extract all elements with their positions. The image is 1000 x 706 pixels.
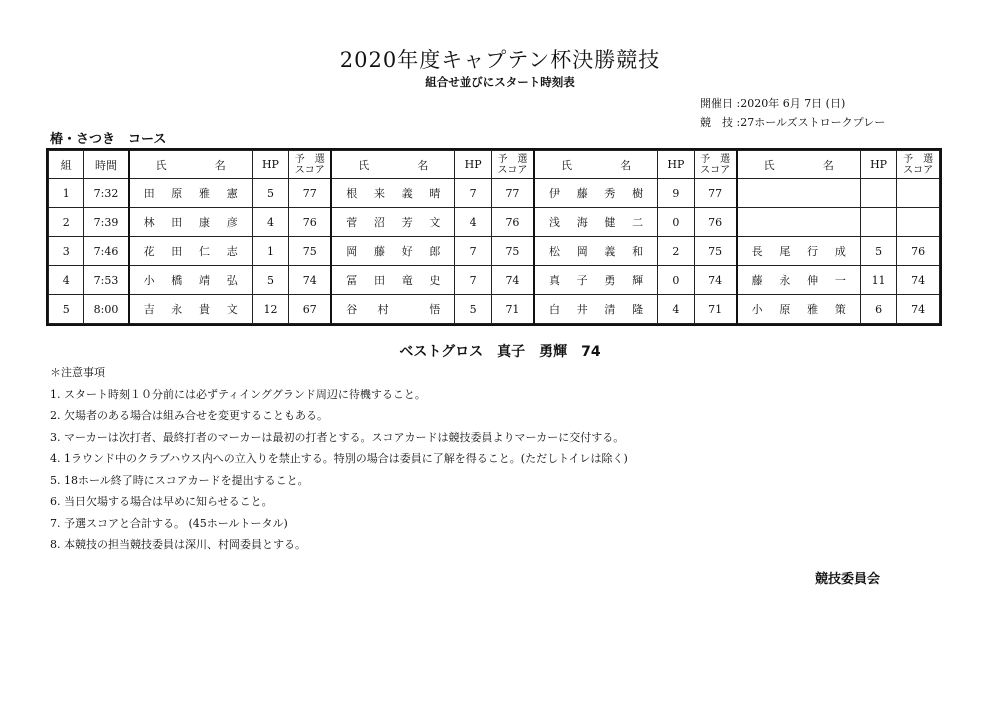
hp-header — [658, 151, 694, 179]
player-hp: 7 — [455, 266, 491, 295]
name-char: 浅 — [548, 216, 560, 229]
name-char: 吉 — [143, 303, 155, 316]
qualifying-score: 77 — [694, 179, 737, 208]
player-hp: 5 — [455, 295, 491, 324]
player-hp: 9 — [658, 179, 694, 208]
player-name — [737, 266, 861, 295]
qualifying-score — [897, 208, 940, 237]
player-name — [737, 179, 861, 208]
player-name — [331, 237, 455, 266]
name-char: 竜 — [401, 274, 413, 287]
score-header-a: 予 選 — [903, 153, 934, 165]
name-char: 永 — [171, 303, 183, 316]
name-char: 輝 — [632, 274, 644, 287]
name-header-b: 名 — [417, 158, 429, 172]
name-header — [129, 151, 253, 179]
name-header-a: 氏 — [560, 158, 572, 172]
score-header-a: 予 選 — [294, 153, 325, 165]
name-header-b: 名 — [620, 158, 632, 172]
name-char: 晴 — [429, 187, 441, 200]
name-char: 岡 — [346, 245, 358, 258]
qualifying-score: 77 — [491, 179, 534, 208]
name-char: 隆 — [632, 303, 644, 316]
qualifying-score: 76 — [897, 237, 940, 266]
name-char: 成 — [834, 245, 846, 258]
name-char: 文 — [226, 303, 238, 316]
group-header-label: 組 — [60, 158, 72, 172]
name-char: 原 — [171, 187, 183, 200]
name-char: 井 — [576, 303, 588, 316]
qualifying-score: 74 — [897, 266, 940, 295]
name-char: 和 — [632, 245, 644, 258]
player-name — [331, 208, 455, 237]
player-hp: 2 — [658, 237, 694, 266]
table-row — [49, 237, 940, 266]
table-row — [49, 179, 940, 208]
name-char: 谷 — [346, 303, 358, 316]
score-header — [897, 151, 940, 179]
name-char: 伸 — [807, 274, 819, 287]
name-char: 来 — [373, 187, 385, 200]
group-number: 1 — [49, 179, 84, 208]
name-char: 松 — [548, 245, 560, 258]
name-char: 田 — [171, 245, 183, 258]
committee-signature: 競技委員会 — [815, 572, 881, 587]
score-header — [491, 151, 534, 179]
qualifying-score: 74 — [897, 295, 940, 324]
hp-header — [860, 151, 896, 179]
name-char: 田 — [171, 216, 183, 229]
name-char: 花 — [143, 245, 155, 258]
hp-header — [252, 151, 288, 179]
name-char: 岡 — [576, 245, 588, 258]
document-title: 2020年度キャプテン杯決勝競技 — [339, 48, 661, 72]
name-char: 藤 — [373, 245, 385, 258]
name-char: 尾 — [779, 245, 791, 258]
tee-time: 7:39 — [84, 208, 129, 237]
note-item: 4. 1ラウンド中のクラブハウス内への立入りを禁止する。特別の場合は委員に了解を得ること。(ただしトイレは除く) — [50, 452, 628, 465]
group-number: 2 — [49, 208, 84, 237]
name-header — [331, 151, 455, 179]
player-name — [129, 295, 253, 324]
name-char: 策 — [834, 303, 846, 316]
player-hp: 5 — [860, 237, 896, 266]
name-char: 康 — [199, 216, 210, 229]
player-name — [534, 179, 658, 208]
name-char: 永 — [779, 274, 791, 287]
name-char: 彦 — [226, 216, 238, 229]
table-header-row — [49, 151, 940, 179]
name-header-a: 氏 — [763, 158, 775, 172]
name-char: 清 — [604, 303, 616, 316]
name-char: 貴 — [199, 303, 210, 316]
name-char: 義 — [604, 245, 616, 258]
time-header — [84, 151, 129, 179]
player-hp: 4 — [252, 208, 288, 237]
name-header-b: 名 — [822, 158, 834, 172]
player-hp: 1 — [252, 237, 288, 266]
table-row — [49, 266, 940, 295]
score-header-b: スコア — [903, 164, 934, 176]
note-item: 5. 18ホール終了時にスコアカードを提出すること。 — [50, 473, 309, 487]
qualifying-score: 76 — [491, 208, 534, 237]
table-row — [49, 208, 940, 237]
name-char: 雅 — [807, 303, 819, 316]
event-format: 競 技 :27ホールズストロークプレー — [700, 116, 886, 129]
qualifying-score: 71 — [694, 295, 737, 324]
tee-time: 8:00 — [84, 295, 129, 324]
name-char: 根 — [346, 187, 358, 200]
name-char: 村 — [377, 303, 389, 316]
group-number: 5 — [49, 295, 84, 324]
name-char: 憲 — [226, 187, 238, 200]
name-char: 健 — [604, 216, 616, 229]
player-hp — [860, 208, 896, 237]
name-header-a: 氏 — [358, 158, 370, 172]
player-name — [737, 208, 861, 237]
name-char: 郎 — [429, 245, 441, 258]
hp-header-label: HP — [261, 158, 279, 171]
name-char: 二 — [632, 216, 644, 229]
note-item: 3. マーカーは次打者、最終打者のマーカーは最初の打者とする。スコアカードは競技委員よりマーカーに交付する。 — [50, 430, 625, 444]
player-hp — [860, 179, 896, 208]
name-char: 伊 — [548, 187, 560, 200]
name-char: 雅 — [199, 187, 210, 200]
score-header-b: スコア — [700, 164, 731, 176]
note-item: 7. 予選スコアと合計する。 (45ホールトータル) — [50, 516, 288, 530]
name-char: 林 — [143, 216, 155, 229]
player-name — [331, 179, 455, 208]
hp-header — [455, 151, 491, 179]
qualifying-score: 67 — [289, 295, 332, 324]
tee-time: 7:46 — [84, 237, 129, 266]
table-row — [49, 295, 940, 324]
hp-header-label: HP — [464, 158, 482, 171]
name-char: 橋 — [171, 274, 183, 287]
name-char: 靖 — [199, 274, 210, 287]
name-header-a: 氏 — [155, 158, 167, 172]
note-item: 6. 当日欠場する場合は早めに知らせること。 — [50, 495, 273, 508]
player-hp: 4 — [658, 295, 694, 324]
hp-header-label: HP — [870, 158, 888, 171]
name-char: 秀 — [604, 187, 616, 200]
document-subtitle: 組合せ並びにスタート時刻表 — [425, 75, 575, 89]
name-header-b: 名 — [214, 158, 226, 172]
player-name — [129, 179, 253, 208]
notes-title: ＊注意事項 — [50, 366, 105, 379]
player-hp: 0 — [658, 266, 694, 295]
player-name — [534, 295, 658, 324]
player-hp: 7 — [455, 237, 491, 266]
name-char: 田 — [143, 187, 155, 200]
player-name — [331, 266, 455, 295]
name-char: 芳 — [401, 216, 413, 229]
score-header-a: 予 選 — [497, 153, 528, 165]
player-hp: 12 — [252, 295, 288, 324]
score-header-b: スコア — [497, 164, 528, 176]
qualifying-score: 71 — [491, 295, 534, 324]
name-char: 藤 — [576, 187, 588, 200]
name-char: 原 — [779, 303, 791, 316]
player-name — [737, 237, 861, 266]
qualifying-score: 75 — [491, 237, 534, 266]
qualifying-score: 75 — [289, 237, 332, 266]
name-char: 田 — [373, 274, 385, 287]
name-char: 小 — [751, 303, 763, 316]
player-hp: 5 — [252, 266, 288, 295]
qualifying-score: 76 — [694, 208, 737, 237]
qualifying-score — [897, 179, 940, 208]
hp-header-label: HP — [667, 158, 685, 171]
note-item: 2. 欠場者のある場合は組み合せを変更することもある。 — [50, 409, 328, 422]
name-char: 白 — [548, 303, 560, 316]
name-char: 悟 — [429, 303, 441, 316]
table-body — [49, 179, 940, 324]
name-char: 子 — [576, 274, 588, 287]
name-char: 史 — [429, 274, 441, 287]
score-header-b: スコア — [294, 164, 325, 176]
tee-time: 7:32 — [84, 179, 129, 208]
name-char: 樹 — [632, 187, 644, 200]
name-char: 海 — [576, 216, 588, 229]
player-name — [534, 237, 658, 266]
qualifying-score: 76 — [289, 208, 332, 237]
score-header — [289, 151, 332, 179]
time-header-label: 時間 — [95, 158, 118, 172]
player-hp: 4 — [455, 208, 491, 237]
player-hp: 11 — [860, 266, 896, 295]
name-char: 義 — [401, 187, 413, 200]
name-char: 藤 — [751, 274, 763, 287]
qualifying-score: 74 — [694, 266, 737, 295]
group-number: 3 — [49, 237, 84, 266]
name-char: 好 — [401, 245, 413, 258]
name-char: 文 — [429, 216, 441, 229]
name-char: 志 — [226, 245, 238, 258]
qualifying-score: 74 — [491, 266, 534, 295]
player-hp: 0 — [658, 208, 694, 237]
player-name — [331, 295, 455, 324]
tee-time: 7:53 — [84, 266, 129, 295]
qualifying-score: 75 — [694, 237, 737, 266]
note-item: 8. 本競技の担当競技委員は深川、村岡委員とする。 — [50, 538, 306, 551]
name-header — [534, 151, 658, 179]
group-header — [49, 151, 84, 179]
name-char: 勇 — [604, 274, 616, 287]
name-char: 長 — [751, 245, 763, 258]
player-name — [129, 237, 253, 266]
player-hp: 7 — [455, 179, 491, 208]
player-name — [129, 266, 253, 295]
qualifying-score: 77 — [289, 179, 332, 208]
name-char: 小 — [143, 274, 155, 287]
score-header-a: 予 選 — [700, 153, 731, 165]
name-char: 仁 — [199, 245, 210, 258]
name-header — [737, 151, 861, 179]
score-header — [694, 151, 737, 179]
event-date: 開催日 :2020年 6月 7日 (日) — [700, 97, 846, 110]
qualifying-score: 74 — [289, 266, 332, 295]
best-gross: ベストグロス 真子 勇輝 74 — [399, 344, 601, 360]
course-name: 椿・さつき コース — [50, 132, 167, 147]
player-name — [737, 295, 861, 324]
notes-section — [50, 362, 628, 556]
name-char: 真 — [548, 274, 560, 287]
name-char: 菅 — [346, 216, 358, 229]
player-name — [534, 266, 658, 295]
player-name — [534, 208, 658, 237]
name-char: 弘 — [226, 274, 238, 287]
pairing-table — [48, 150, 940, 324]
group-number: 4 — [49, 266, 84, 295]
note-item: 1. スタート時刻１０分前には必ずティインググランド周辺に待機すること。 — [50, 387, 426, 401]
player-hp: 5 — [252, 179, 288, 208]
name-char: 一 — [834, 274, 846, 287]
name-char: 行 — [807, 245, 819, 258]
player-name — [129, 208, 253, 237]
name-char: 沼 — [373, 216, 385, 229]
player-hp: 6 — [860, 295, 896, 324]
name-char: 冨 — [346, 274, 358, 287]
